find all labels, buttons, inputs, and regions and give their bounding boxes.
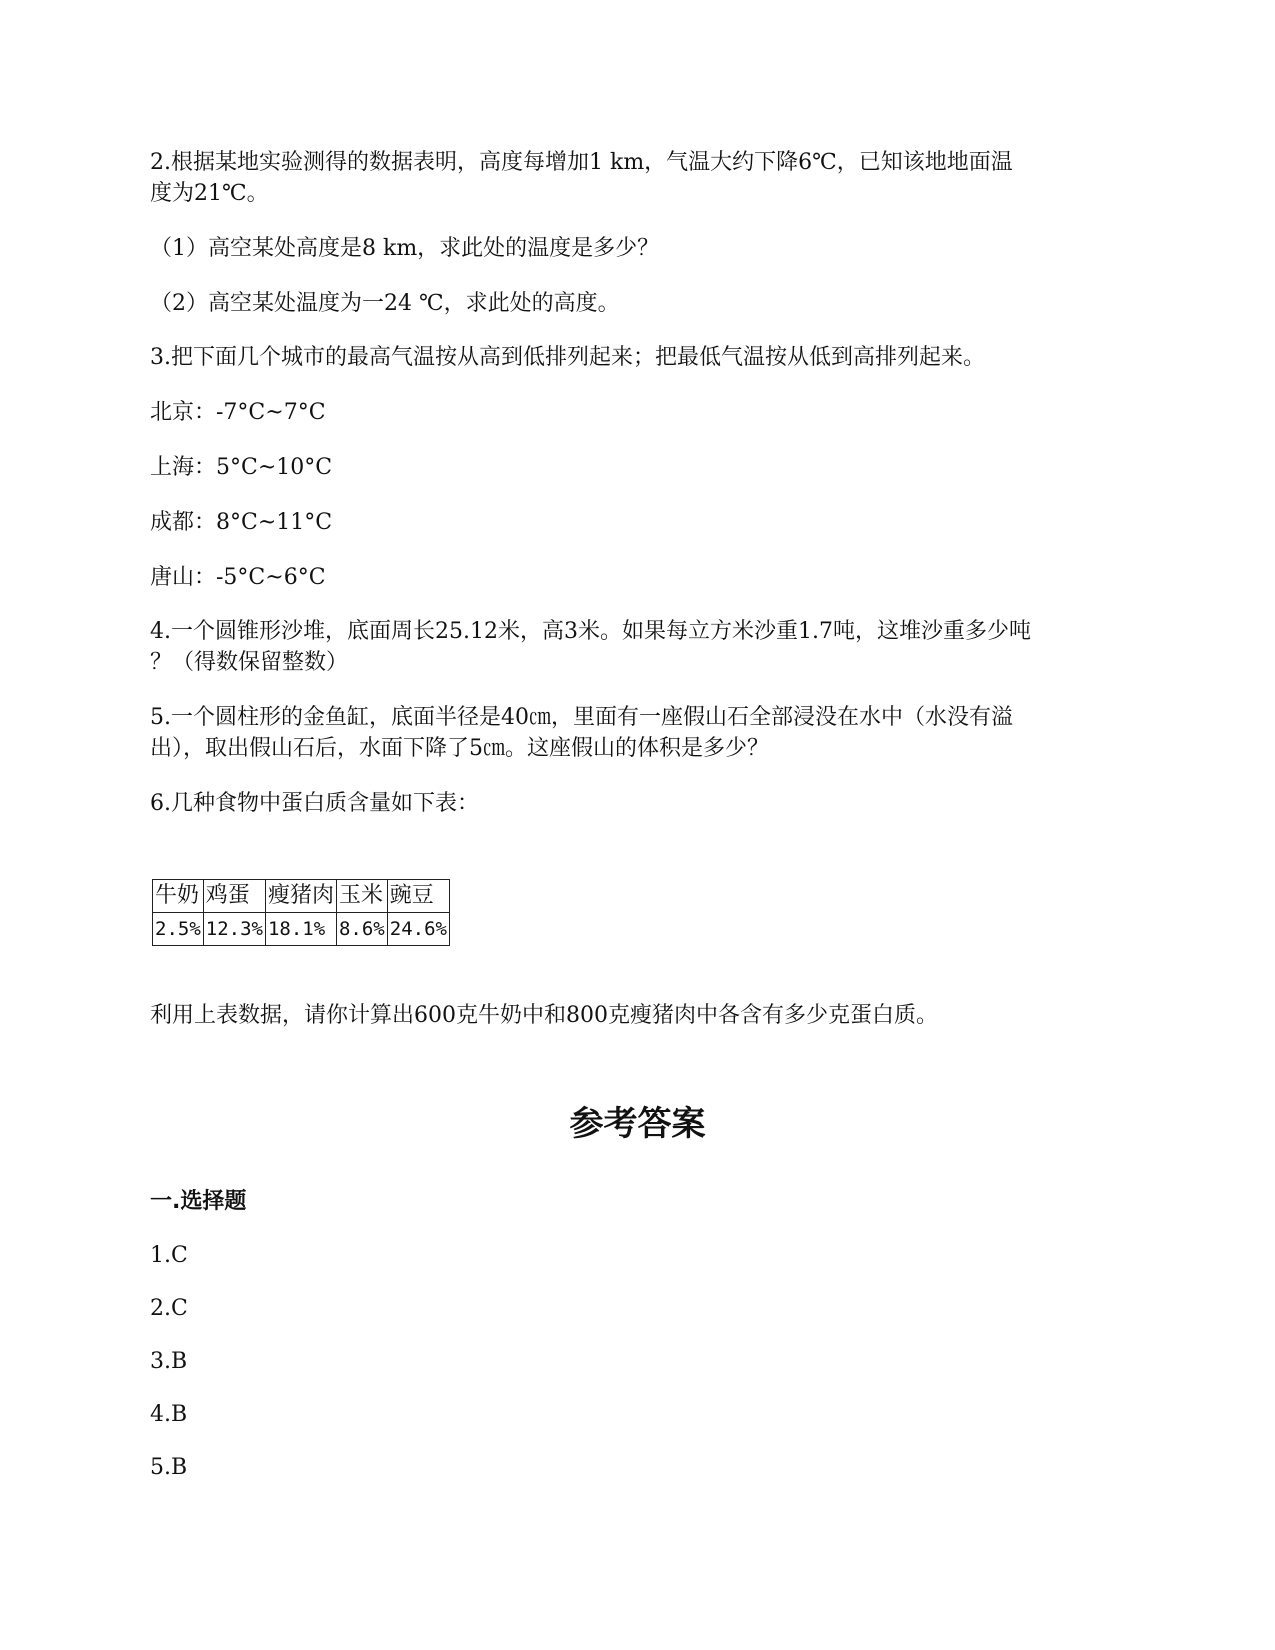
- city-shanghai: 上海：5°C~10°C: [150, 455, 333, 480]
- question-4-line-1: 4.一个圆锥形沙堆，底面周长25.12米，高3米。如果每立方米沙重1.7吨，这堆沙重多少吨: [150, 619, 1031, 644]
- question-2-line-2: 度为21℃。: [150, 181, 269, 206]
- protein-table-header-row: [153, 880, 450, 913]
- protein-corn: 8.6%: [336, 913, 387, 946]
- answer-item: 2.C: [150, 1296, 188, 1321]
- protein-table-value-row: [153, 913, 450, 946]
- answer-title: 参考答案: [569, 1104, 706, 1144]
- answer-section-heading: 一.选择题: [150, 1189, 247, 1214]
- protein-egg: 12.3%: [203, 913, 265, 946]
- city-tangshan: 唐山：-5°C~6°C: [150, 565, 326, 590]
- city-chengdu: 成都：8°C~11°C: [150, 510, 333, 535]
- answer-item: 1.C: [150, 1243, 188, 1268]
- question-4-line-2: ？（得数保留整数）: [150, 650, 349, 675]
- question-5-line-2: 出），取出假山石后，水面下降了5㎝。这座假山的体积是多少？: [150, 736, 769, 761]
- question-5-line-1: 5.一个圆柱形的金鱼缸，底面半径是40㎝，里面有一座假山石全部浸没在水中（水没有溢: [150, 705, 1013, 730]
- question-3-prompt: 3.把下面几个城市的最高气温按从高到低排列起来；把最低气温按从低到高排列起来。: [150, 345, 985, 370]
- question-2-part-2: （2）高空某处温度为一24 ℃，求此处的高度。: [150, 291, 620, 316]
- protein-pea: 24.6%: [387, 913, 449, 946]
- food-lean-pork: 瘦猪肉: [265, 880, 336, 913]
- food-corn: 玉米: [336, 880, 387, 913]
- food-pea: 豌豆: [387, 880, 449, 913]
- protein-milk: 2.5%: [153, 913, 204, 946]
- answer-item: 3.B: [150, 1349, 188, 1374]
- food-egg: 鸡蛋: [203, 880, 265, 913]
- protein-lean-pork: 18.1%: [265, 913, 336, 946]
- food-milk: 牛奶: [153, 880, 204, 913]
- city-beijing: 北京：-7°C~7°C: [150, 400, 326, 425]
- question-6-question: 利用上表数据，请你计算出600克牛奶中和800克瘦猪肉中各含有多少克蛋白质。: [150, 1003, 938, 1028]
- question-6-intro: 6.几种食物中蛋白质含量如下表：: [150, 791, 479, 816]
- answer-item: 4.B: [150, 1402, 188, 1427]
- answer-item: 5.B: [150, 1455, 188, 1480]
- question-2-part-1: （1）高空某处高度是8 km，求此处的温度是多少？: [150, 236, 660, 261]
- question-2-line-1: 2.根据某地实验测得的数据表明，高度每增加1 km，气温大约下降6℃，已知该地地面温: [150, 150, 1013, 175]
- protein-table: [152, 879, 450, 946]
